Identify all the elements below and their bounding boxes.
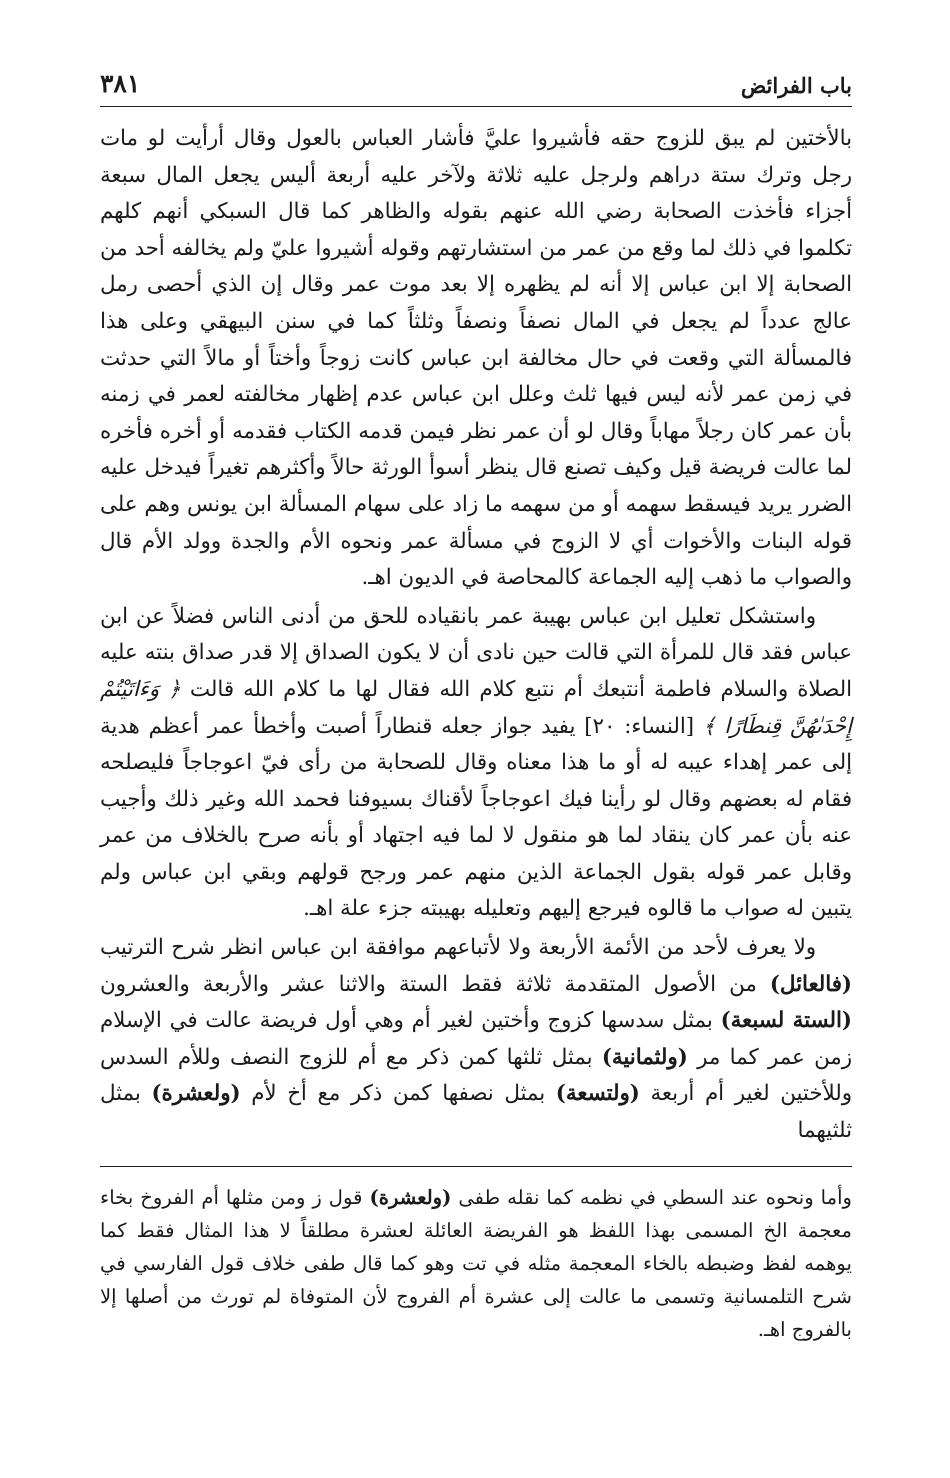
bold-term: (الستة لسبعة) [720,1008,852,1034]
bold-term: (ولتسعة) [555,1081,640,1107]
bold-term: (فالعائل) [769,971,852,997]
paragraph-3-text-a: ولا يعرف لأحد من الأئمة الأربعة ولا لأتباعهم موافقة ابن عباس انظر شرح الترتيب [100,935,816,961]
footnotes [100,1181,852,1347]
bold-term: (ولعشرة) [369,1185,452,1209]
footnote-divider [100,1166,852,1167]
page-header [100,66,852,107]
footnote-text-b: قول ز ومن مثلها أم الفروخ بخاء معجمة الخ المسمى بهذا اللفظ هو الفريضة العائلة لعشرة مطلقاً لا هذا المثال فقط كما يوهمه لفظ وضبطه بالخاء المعجمة مثله في تت وهو كما قال طفى خلاف قول الفارسي في شرح التلمسانية وتسمى ما عالت إلى عشرة أم الفروج لأن المتوفاة لم تورث من أصلها إلا بالفروج اهـ. [100,1185,852,1342]
paragraph-3-text-d: بمثل سدسها كزوج وأختين لغير أم وهي أول فريضة عالت في الإسلام زمن عمر كما مر [100,1008,852,1070]
document-page [100,66,852,1347]
paragraph-2-text-a: واستشكل تعليل ابن عباس بهيبة عمر بانقياده للحق من أدنى الناس فضلاً عن ابن عباس فقد قال للمرأة التي قالت حين نادى أن لا يكون الصداق إلا قدر صداق بنته عليه الصلاة والسلام فاطمة أنتبعك أم نتبع كلام الله فقال لها ما كلام الله قالت [100,603,853,702]
running-title: باب الفرائض [740,73,852,98]
page-number: ٣٨١ [100,69,141,98]
bold-term: (ولعشرة) [151,1081,241,1107]
paragraph-1: بالأختين لم يبق للزوج حقه فأشيروا عليَّ فأشار العباس بالعول وقال أرأيت لو مات رجل وترك ستة دراهم ولرجل عليه ثلاثة ولآخر عليه أربعة أليس يجعل المال سبعة أجزاء فأخذت الصحابة رضي الله عنهم بقوله والظاهر كما قال السبكي أنهم كلهم تكلموا في ذلك لما وقع من عمر من استشارتهم وقوله أشيروا عليّ ولم يخالفه أحد من الصحابة إلا ابن عباس إلا أنه لم يظهره إلا بعد موت عمر وقال إن الذي أحصى رمل عالج عدداً لم يجعل في المال نصفاً ونصفاً وثلثاً كما في سنن البيهقي وعلى هذا فالمسألة التي وقعت في حال مخالفة ابن عباس كانت زوجاً وأختاً أو مالاً التي حدثت في زمن عمر لأنه ليس فيها ثلث وعلل ابن عباس عدم إظهار مخالفته لعمر في زمنه بأن عمر كان رجلاً مهاباً وقال لو أن عمر نظر فيمن قدمه الكتاب فقدمه أو أخره فأخره لما عالت فريضة قيل وكيف تصنع قال ينظر أسوأ الورثة حالاً وأكثرهم تغيراً فيدخل عليه الضرر يريد فيسقط سهمه أو من سهمه ما زاد على سهام المسألة ابن يونس وهم على قوله البنات والأخوات أي لا الزوج في مسألة عمر ونحوه الأم والجدة وولد الأم قال والصواب ما ذهب إليه الجماعة كالمحاصة في الديون اهـ. [100,126,852,591]
footnote-text-a: وأما ونحوه عند السطي في نظمه كما نقله طفى [451,1185,852,1209]
footnote-text [100,1181,852,1347]
paragraph-3-text-g: بمثل ثلثيهما [100,1081,852,1144]
paragraph-3 [100,930,852,1150]
quran-verse: ﴿ وَءَاتَيْتُمْ إِحْدَىٰهُنَّ قِنطَارًا ﴾ [100,676,852,739]
main-text [100,121,852,1150]
paragraph-3-text-e: بمثل ثلثها كمن ذكر مع أم للزوج النصف وللأم السدس وللأختين لغير أم أربعة [100,1044,853,1107]
paragraph-3-text-f: بمثل نصفها كمن ذكر مع أخ لأم [240,1081,556,1107]
paragraph-2-text-b: [النساء: ٢٠] يفيد جواز جعله قنطاراً أصبت وأخطأ عمر أعظم هدية إلى عمر إهداء عيبه له أو ما هذا معناه وقال للصحابة من رأى فيّ اعوجاجاً فليصلحه فقام له بعضهم وقال لو رأينا فيك اعوجاجاً لأقناك بسيوفنا فحمد الله وغير ذلك وأجيب عنه بأن عمر كان ينقاد لما هو منقول لا لما فيه اجتهاد أو بأنه صرح بالخلاف من عمر وقابل عمر قوله بقول الجماعة الذين منهم عمر ورجح قولهم وبقي ابن عباس ولم يتبين له صواب ما قالوه فيرجع إليهم وتعليله بهيبته جزء علة اهـ. [100,713,852,922]
paragraph-3-text-c: من الأصول المتقدمة ثلاثة فقط الستة والاثنا عشر والأربعة والعشرون [100,971,770,997]
paragraph-2 [100,599,852,928]
bold-term: (ولثمانية) [601,1044,688,1070]
